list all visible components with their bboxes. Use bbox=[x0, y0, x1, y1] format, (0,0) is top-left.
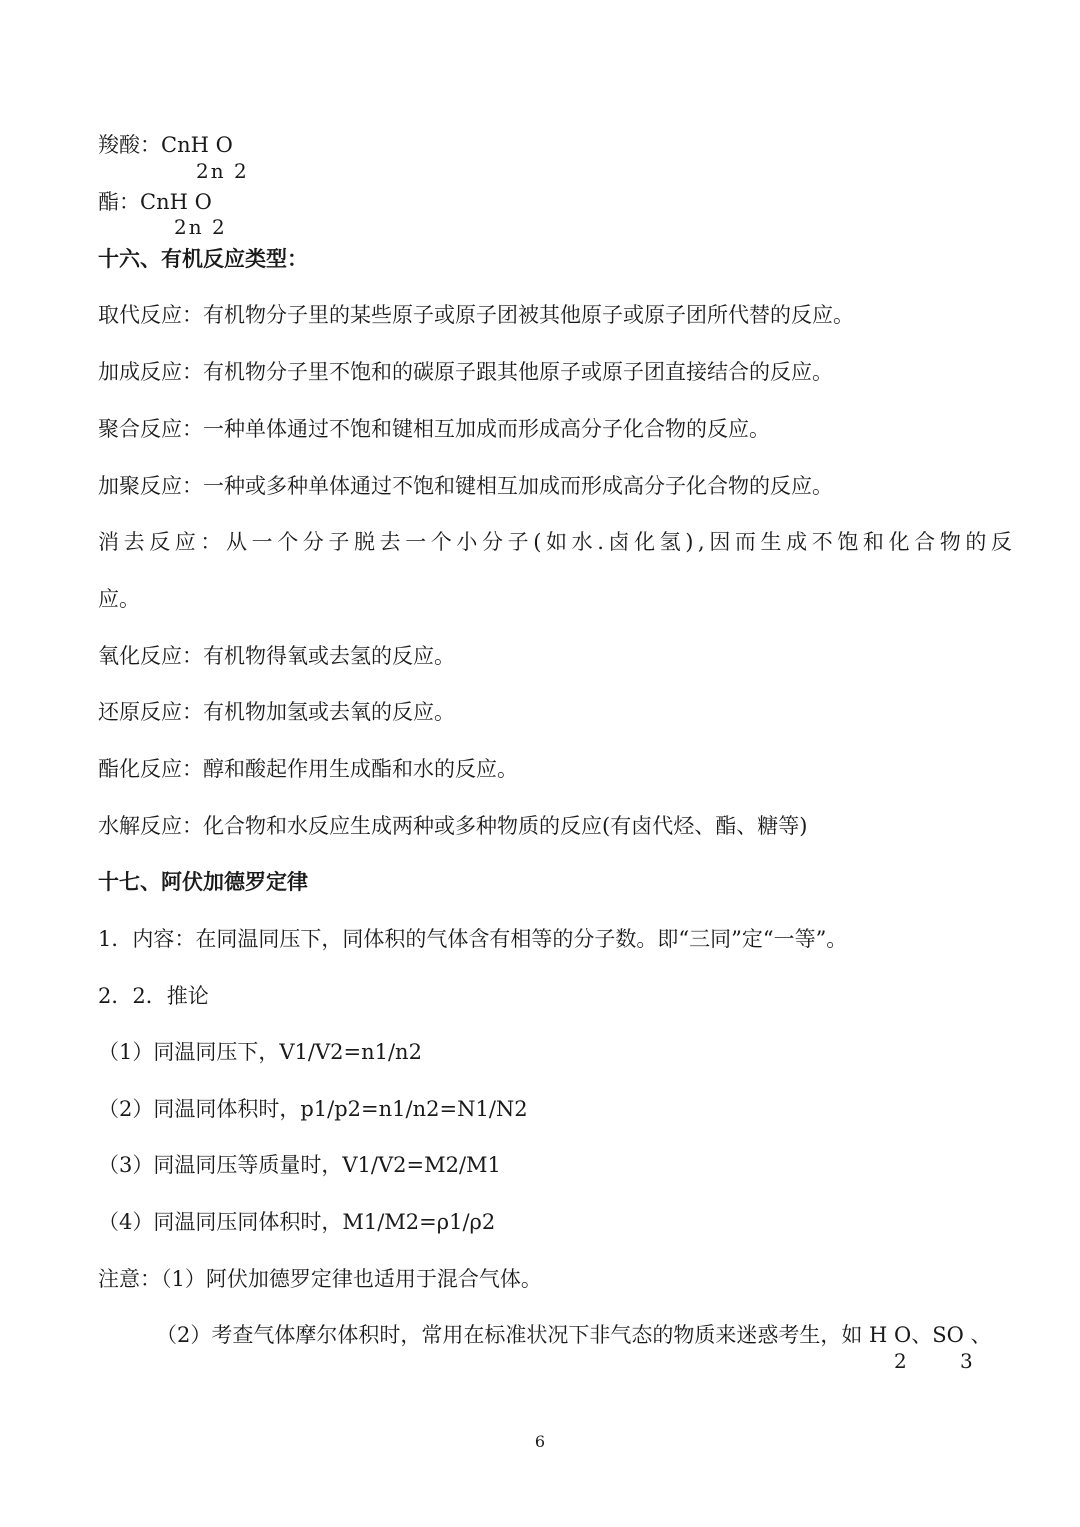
reaction-oxidation: 氧化反应：有机物得氧或去氢的反应。 bbox=[98, 644, 455, 668]
avogadro-inference-title: 2．2．推论 bbox=[98, 984, 209, 1008]
reaction-elimination-continued: 应。 bbox=[98, 587, 140, 611]
avogadro-inference-2: （2）同温同体积时，p1/p2=n1/n2=N1/N2 bbox=[98, 1097, 528, 1121]
note-2-subscript-so3: 3 bbox=[960, 1349, 975, 1373]
reaction-addition-polymerization: 加聚反应：一种或多种单体通过不饱和键相互加成而形成高分子化合物的反应。 bbox=[98, 474, 833, 498]
reaction-elimination: 消去反应：从一个分子脱去一个小分子(如水.卤化氢),因而生成不饱和化合物的反 bbox=[98, 530, 1017, 554]
formula-ester: 酯：CnH O bbox=[98, 190, 212, 214]
reaction-esterification: 酯化反应：醇和酸起作用生成酯和水的反应。 bbox=[98, 757, 518, 781]
reaction-substitution: 取代反应：有机物分子里的某些原子或原子团被其他原子或原子团所代替的反应。 bbox=[98, 303, 854, 327]
formula-carboxylic-acid-subscript: 2n 2 bbox=[196, 159, 249, 183]
avogadro-content: 1．内容：在同温同压下，同体积的气体含有相等的分子数。即“三同”定“一等”。 bbox=[98, 927, 848, 951]
note-2-subscript-h2o: 2 bbox=[894, 1349, 909, 1373]
reaction-addition: 加成反应：有机物分子里不饱和的碳原子跟其他原子或原子团直接结合的反应。 bbox=[98, 360, 833, 384]
section-17-heading: 十七、阿伏加德罗定律 bbox=[98, 870, 308, 894]
page-number: 6 bbox=[534, 1432, 546, 1451]
reaction-reduction: 还原反应：有机物加氢或去氧的反应。 bbox=[98, 700, 455, 724]
formula-carboxylic-acid: 羧酸：CnH O bbox=[98, 133, 233, 157]
avogadro-inference-1: （1）同温同压下，V1/V2=n1/n2 bbox=[98, 1040, 422, 1064]
avogadro-inference-4: （4）同温同压同体积时，M1/M2=ρ1/ρ2 bbox=[98, 1210, 496, 1234]
avogadro-note-1: 注意：（1）阿伏加德罗定律也适用于混合气体。 bbox=[98, 1267, 542, 1291]
avogadro-inference-3: （3）同温同压等质量时，V1/V2=M2/M1 bbox=[98, 1153, 501, 1177]
avogadro-note-2: （2）考查气体摩尔体积时，常用在标准状况下非气态的物质来迷惑考生，如 H O、SO 、 bbox=[156, 1323, 992, 1347]
reaction-hydrolysis: 水解反应：化合物和水反应生成两种或多种物质的反应(有卤代烃、酯、糖等) bbox=[98, 814, 808, 838]
reaction-polymerization: 聚合反应：一种单体通过不饱和键相互加成而形成高分子化合物的反应。 bbox=[98, 417, 770, 441]
section-16-heading: 十六、有机反应类型： bbox=[98, 247, 308, 271]
formula-ester-subscript: 2n 2 bbox=[174, 215, 227, 239]
